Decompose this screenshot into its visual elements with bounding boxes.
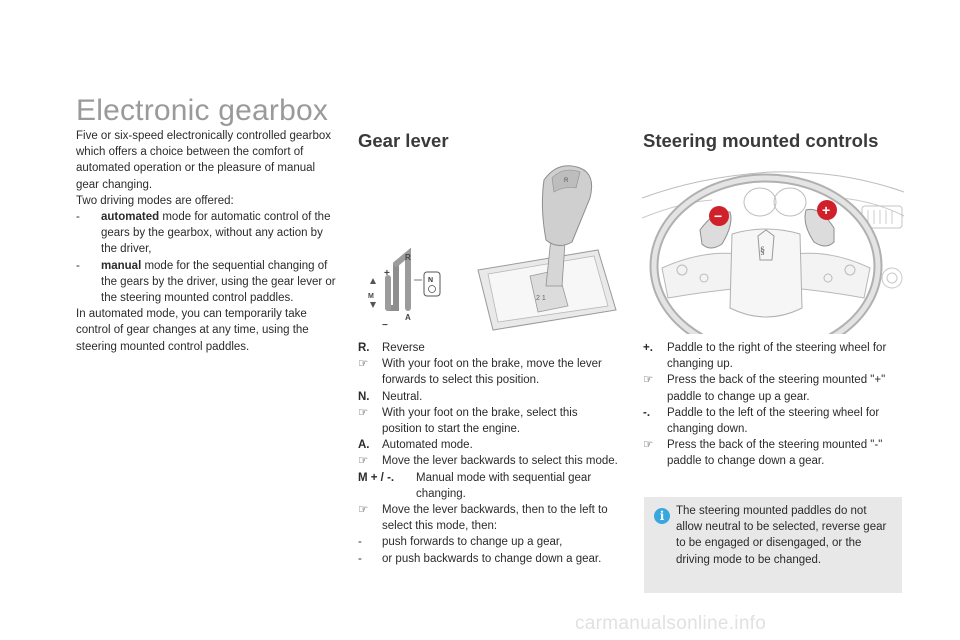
steering-entry: ☞ Press the back of the steering mounted "+" paddle to change up a gear. <box>643 372 905 404</box>
gear-lever-illustration <box>358 158 620 333</box>
svg-text:2 1: 2 1 <box>536 295 546 302</box>
gear-entry: R. Reverse <box>358 342 425 354</box>
info-note-text: The steering mounted paddles do not allow neutral to be selected, reverse gear to be engaged or disengaged, or the driving mode to be changed. <box>676 505 887 566</box>
intro-text <box>76 128 341 355</box>
steering-entry: ☞ Press the back of the steering mounted "-" paddle to change down a gear. <box>643 437 905 469</box>
steering-wheel-illustration <box>642 158 904 334</box>
gate-label-r: R <box>405 253 411 262</box>
bullet-icon: ☞ <box>358 504 369 517</box>
gear-entry: N. Neutral. <box>358 390 423 403</box>
page-title: Electronic gearbox <box>76 94 329 127</box>
gear-entry: ☞ Move the lever backwards to select this mode. <box>358 453 620 469</box>
paddle-label-plus: + <box>822 202 831 218</box>
gate-label-minus: − <box>382 320 388 331</box>
watermark: carmanualsonline.info <box>575 613 767 634</box>
mode-item-manual <box>76 258 341 307</box>
svg-text:R: R <box>564 178 569 184</box>
info-note <box>644 497 902 593</box>
bullet-icon: ☞ <box>643 439 654 452</box>
gate-label-a: A <box>405 313 411 322</box>
info-icon: i <box>654 508 670 524</box>
gear-entry: A. Automated mode. <box>358 439 473 452</box>
steering-entry: +. Paddle to the right of the steering wheel for changing up. <box>643 342 887 371</box>
svg-text:§: § <box>760 246 765 257</box>
gear-entry: ☞ With your foot on the brake, move the lever forwards to select this position. <box>358 356 620 388</box>
intro-paragraph-2: Two driving modes are offered: <box>76 194 234 207</box>
mode-term: manual <box>101 259 142 272</box>
bullet-icon: ☞ <box>643 374 654 387</box>
gate-label-n: N <box>428 277 434 284</box>
gear-lever-entries <box>358 340 620 567</box>
gear-entry: ☞ With your foot on the brake, select this position to start the engine. <box>358 405 620 437</box>
mode-dash: - <box>76 211 80 224</box>
gear-entry: M + / -. Manual mode with sequential gear changing. <box>358 471 592 500</box>
gear-entry: - push forwards to change up a gear, <box>358 536 563 549</box>
mode-item-automated <box>76 209 341 258</box>
paddle-label-minus: − <box>714 208 723 224</box>
gate-label-plus: + <box>384 268 390 279</box>
mode-term: automated <box>101 211 160 224</box>
bullet-icon: ☞ <box>358 455 369 468</box>
steering-entry: -. Paddle to the left of the steering wheel for changing down. <box>643 406 880 436</box>
steering-controls-title: Steering mounted controls <box>643 130 879 151</box>
steering-entries <box>643 340 905 470</box>
bullet-icon: ☞ <box>358 406 369 419</box>
bullet-icon: ☞ <box>358 358 369 371</box>
gear-entry: - or push backwards to change down a gear. <box>358 552 602 565</box>
intro-paragraph-3: In automated mode, you can temporarily take control of gear changes at any time, using the steering mounted control paddles. <box>76 308 309 353</box>
gate-label-m: M <box>368 293 374 300</box>
mode-dash: - <box>76 259 80 272</box>
gear-entry: ☞ Move the lever backwards, then to the left to select this mode, then: <box>358 502 620 534</box>
mode-text: mode for the sequential changing of the gears by the driver, using the gear lever or the steering mounted control paddles. <box>101 259 336 305</box>
intro-paragraph-1: Five or six-speed electronically controlled gearbox which offers a choice between the comfort of automated operation or the pleasure of manual gear changing. <box>76 130 332 191</box>
mode-text: mode for automatic control of the gears by the gearbox, without any action by the driver, <box>101 211 331 256</box>
gear-lever-title: Gear lever <box>358 130 449 151</box>
